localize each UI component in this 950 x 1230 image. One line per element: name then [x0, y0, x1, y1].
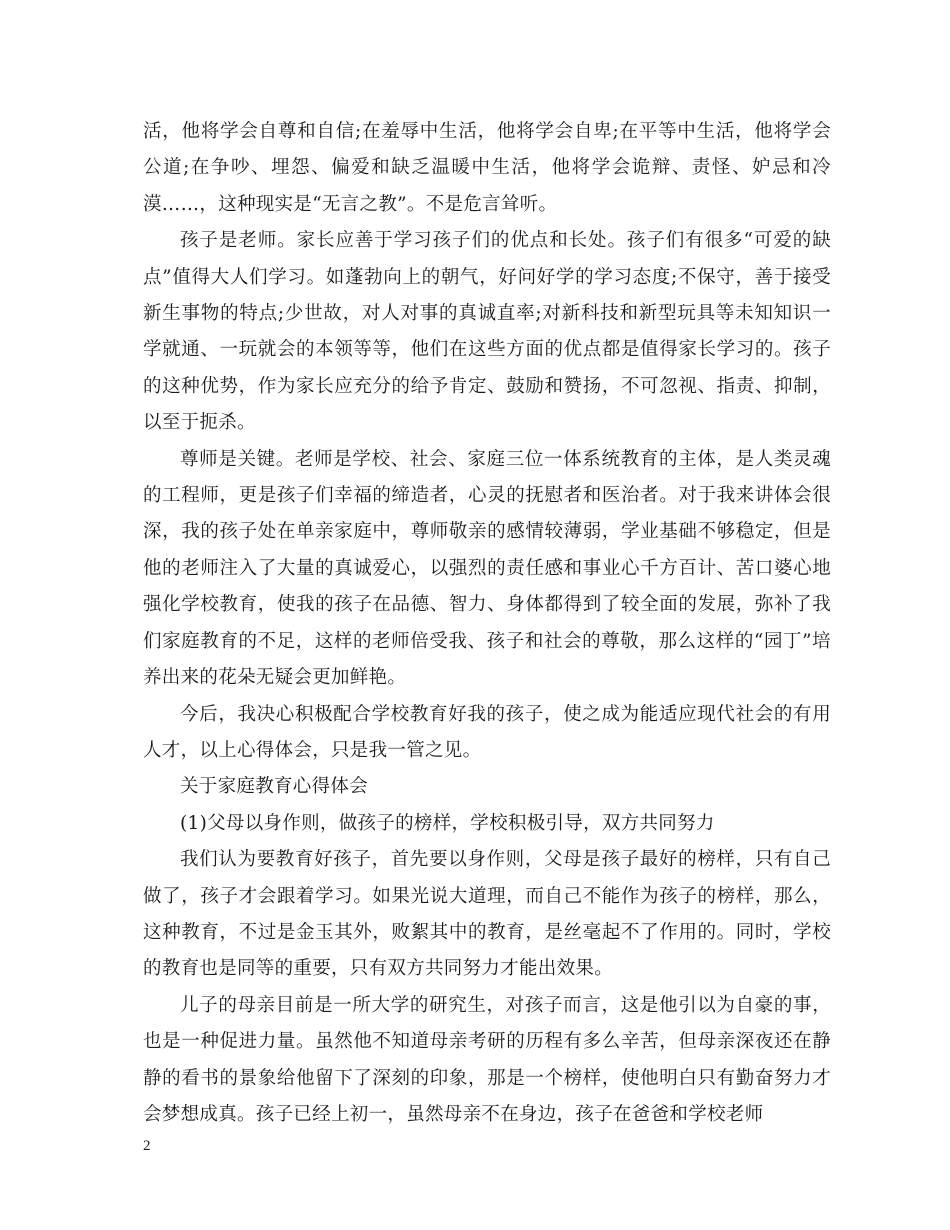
subsection-heading: (1)父母以身作则，做孩子的榜样，学校积极引导，双方共同努力 — [180, 812, 715, 834]
paragraph-respect-teacher: 尊师是关键。老师是学校、社会、家庭三位一体系统教育的主体，是人类灵魂的工程师，更是孩子们幸福的缔造者，心灵的抚慰者和医治者。对于我来讲体会很深，我的孩子处在单亲家庭中，尊师敬亲的感情较薄弱，学业基础不够稳定，但是他的老师注入了大量的真诚爱心，以强烈的责任感和事业心千方百计、苦口婆心地强化学校教育，使我的孩子在品德、智力、身体都得到了较全面的发展，弥补了我们家庭教育的不足，这样的老师倍受我、孩子和社会的尊敬，那么这样的“园丁”培养出来的花朵无疑会更加鲜艳。 — [143, 448, 831, 689]
paragraph-resolution: 今后，我决心积极配合学校教育好我的孩子，使之成为能适应现代社会的有用人才，以上心得体会，只是我一管之见。 — [143, 703, 831, 761]
page-number: 2 — [143, 1138, 151, 1154]
paragraph-child-as-teacher: 孩子是老师。家长应善于学习孩子们的优点和长处。孩子们有很多“可爱的缺点”值得大人们学习。如蓬勃向上的朝气，好问好学的学习态度;不保守，善于接受新生事物的特点;少世故，对人对事的真诚直率;对新科技和新型玩具等未知知识一学就通、一玩就会的本领等等，他们在这些方面的优点都是值得家长学习的。孩子的这种优势，作为家长应充分的给予肯定、鼓励和赞扬，不可忽视、指责、抑制，以至于扼杀。 — [143, 230, 831, 434]
paragraph-mother-example: 儿子的母亲目前是一所大学的研究生，对孩子而言，这是他引以为自豪的事，也是一种促进力量。虽然他不知道母亲考研的历程有多么辛苦，但母亲深夜还在静静的看书的景象给他留下了深刻的印象，那是一个榜样，使他明白只有勤奋努力才会梦想成真。孩子已经上初一，虽然母亲不在身边，孩子在爸爸和学校老师 — [143, 994, 831, 1125]
document-body — [143, 114, 831, 1133]
section-heading: 关于家庭教育心得体会 — [180, 776, 369, 798]
paragraph-lead-by-example: 我们认为要教育好孩子，首先要以身作则，父母是孩子最好的榜样，只有自己做了，孩子才会跟着学习。如果光说大道理，而自己不能作为孩子的榜样，那么，这种教育，不过是金玉其外，败絮其中的教育，是丝毫起不了作用的。同时，学校的教育也是同等的重要，只有双方共同努力才能出效果。 — [143, 849, 831, 980]
paragraph-continuation: 活，他将学会自尊和自信;在羞辱中生活，他将学会自卑;在平等中生活，他将学会公道;在争吵、埋怨、偏爱和缺乏温暖中生活，他将学会诡辩、责怪、妒忌和冷漠……，这种现实是“无言之教”。不是危言耸听。 — [143, 121, 831, 215]
